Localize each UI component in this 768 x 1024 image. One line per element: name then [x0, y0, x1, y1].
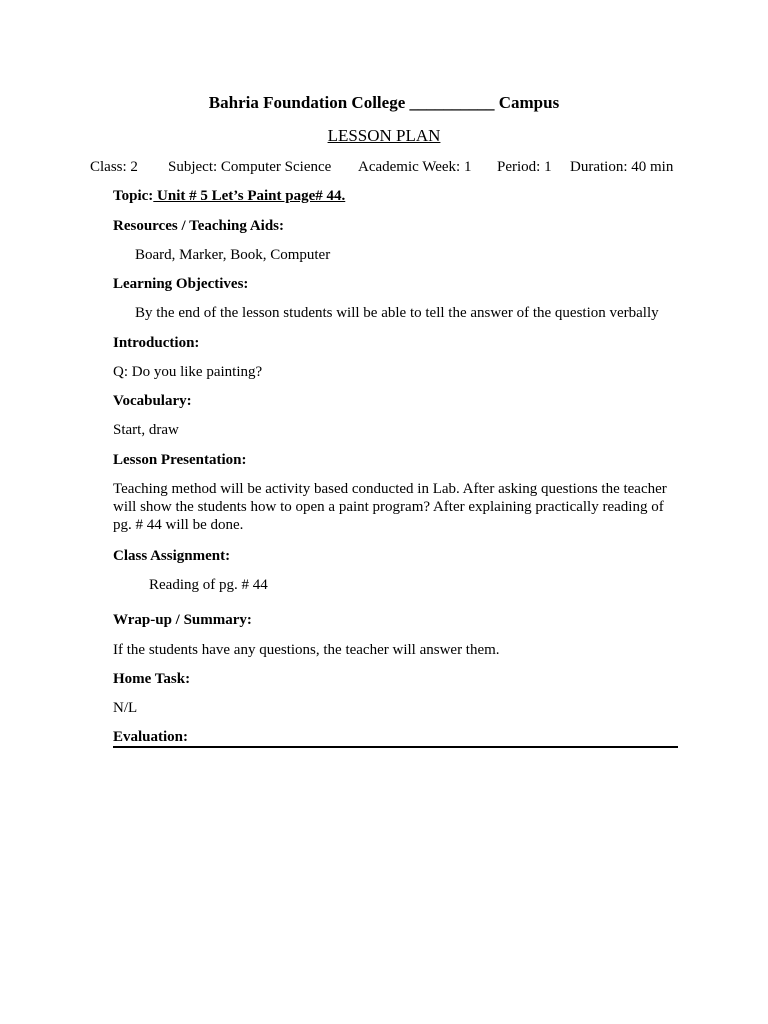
lesson-plan-heading: LESSON PLAN [327, 126, 441, 145]
home-task-text: N/L [113, 700, 138, 716]
introduction-text: Q: Do you like painting? [113, 364, 263, 380]
presentation-label: Lesson Presentation: [113, 452, 247, 468]
vocabulary-label: Vocabulary: [113, 393, 192, 409]
topic-line [113, 187, 345, 205]
subject-info: Subject: Computer Science [168, 159, 332, 175]
week-info: Academic Week: 1 [358, 159, 472, 175]
resources-text: Board, Marker, Book, Computer [135, 247, 331, 263]
class-info: Class: 2 [90, 159, 138, 175]
duration-info: Duration: 40 min [570, 159, 674, 175]
period-info: Period: 1 [497, 159, 552, 175]
evaluation-rule [113, 746, 678, 748]
objectives-text: By the end of the lesson students will be able to tell the answer of the question verbally [135, 305, 659, 321]
assignment-label: Class Assignment: [113, 548, 231, 564]
home-task-label: Home Task: [113, 671, 191, 687]
assignment-text: Reading of pg. # 44 [149, 577, 268, 593]
resources-label: Resources / Teaching Aids: [113, 218, 284, 234]
evaluation-label: Evaluation: [113, 729, 189, 745]
wrapup-label: Wrap-up / Summary: [113, 612, 252, 628]
vocabulary-text: Start, draw [113, 422, 179, 438]
college-title: Bahria Foundation College __________ Campus [208, 93, 560, 112]
topic-label: Topic: [113, 188, 154, 204]
objectives-label: Learning Objectives: [113, 276, 249, 292]
presentation-text: Teaching method will be activity based conducted in Lab. After asking questions the teacher will show the students how to open a paint program? After explaining practically reading of pg. # 44 will be done. [113, 481, 667, 533]
wrapup-text: If the students have any questions, the teacher will answer them. [113, 642, 500, 658]
introduction-label: Introduction: [113, 335, 200, 351]
topic-value: Unit # 5 Let’s Paint page# 44. [153, 188, 346, 204]
